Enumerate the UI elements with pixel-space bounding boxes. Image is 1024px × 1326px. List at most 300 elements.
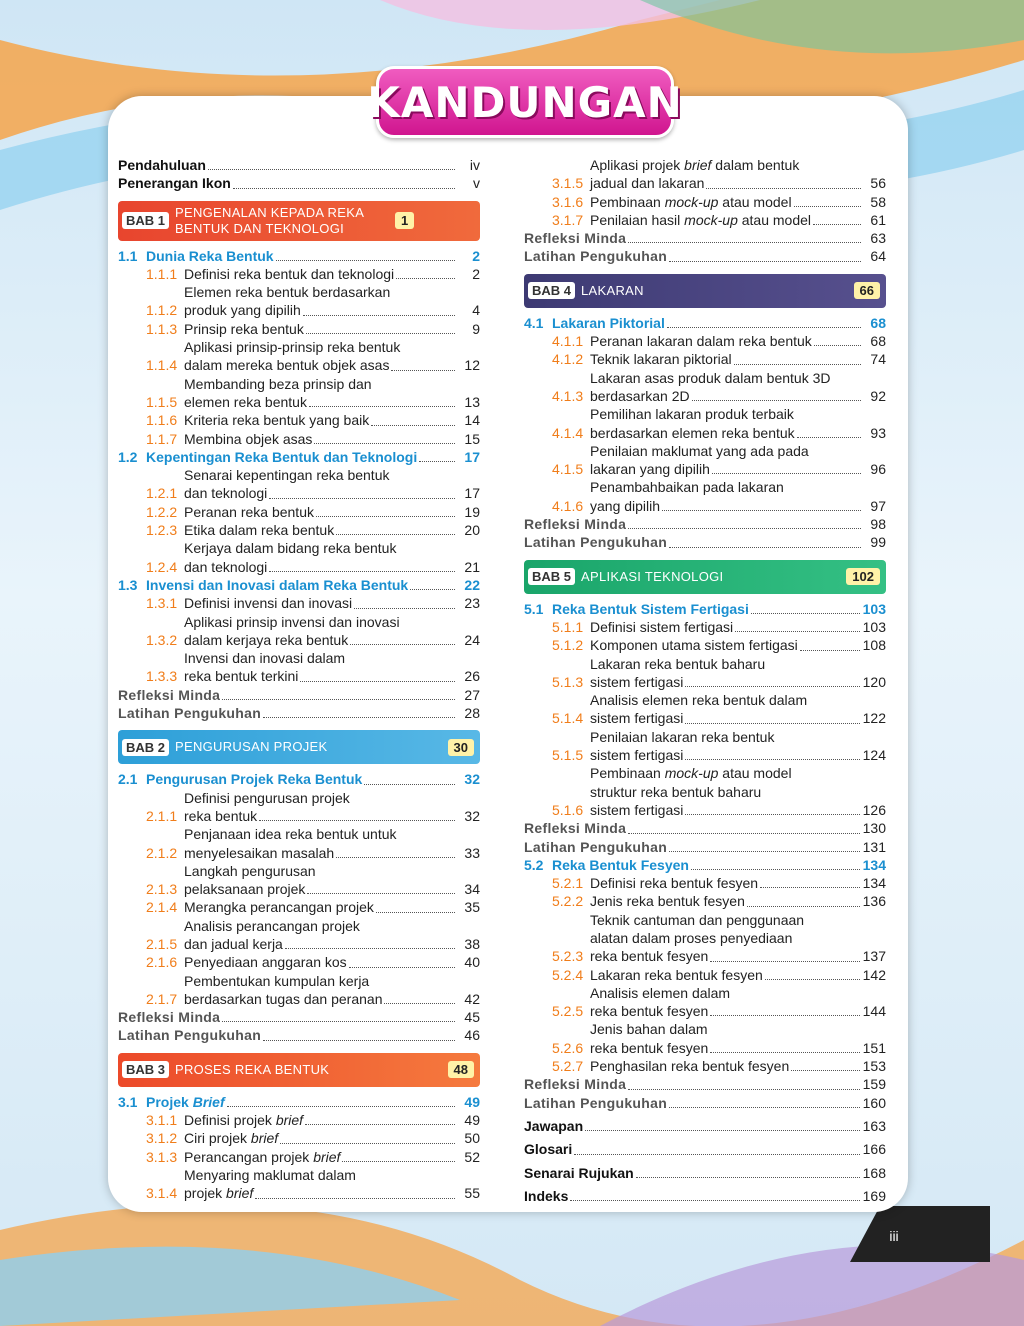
dot-leader xyxy=(336,857,455,858)
dot-leader xyxy=(307,893,455,894)
entry-number: 3.1.4 xyxy=(146,1185,178,1202)
entry-page: 46 xyxy=(464,1027,480,1044)
entry-text xyxy=(118,174,480,192)
entry-page: 56 xyxy=(870,175,886,192)
entry-number: 3.1 xyxy=(118,1093,138,1110)
entry-page: 159 xyxy=(862,1076,886,1093)
toc-entry[interactable] xyxy=(524,229,886,247)
toc-entry[interactable] xyxy=(118,825,480,862)
entry-text xyxy=(118,686,480,704)
entry-text xyxy=(184,338,480,375)
entry-page: 68 xyxy=(870,314,886,331)
entry-number: 2.1.1 xyxy=(146,807,178,824)
toc-column-left xyxy=(118,156,480,1203)
entry-title-continued: sistem fertigasi xyxy=(590,673,684,690)
entry-title: Latihan Pengukuhan xyxy=(118,705,262,722)
entry-text xyxy=(524,533,886,551)
toc-entry[interactable] xyxy=(118,576,480,594)
toc-entry[interactable] xyxy=(524,1057,886,1075)
entry-title: Teknik cantuman dan penggunaan xyxy=(590,911,805,928)
chapter-page: 30 xyxy=(448,739,474,756)
dot-leader xyxy=(691,869,860,870)
toc-entry[interactable] xyxy=(524,369,886,406)
entry-number: 5.1.6 xyxy=(552,801,584,818)
entry-text xyxy=(524,229,886,247)
dot-leader xyxy=(669,261,861,262)
entry-number: 2.1.5 xyxy=(146,935,178,952)
entry-title: Refleksi Minda xyxy=(524,820,627,837)
entry-text xyxy=(146,1093,480,1111)
entry-page: 169 xyxy=(862,1187,886,1204)
toc-entry[interactable] xyxy=(118,1093,480,1111)
entry-text xyxy=(184,1111,480,1129)
chapter-number: BAB 1 xyxy=(122,212,169,229)
dot-leader xyxy=(300,681,455,682)
entry-title: Definisi reka bentuk fesyen xyxy=(590,875,759,892)
toc-entry[interactable] xyxy=(524,984,886,1021)
entry-text xyxy=(184,1129,480,1147)
toc-entry[interactable] xyxy=(524,856,886,874)
toc-entry[interactable] xyxy=(118,247,480,265)
title-badge xyxy=(367,66,683,138)
dot-leader xyxy=(813,224,861,225)
dot-leader xyxy=(269,571,455,572)
entry-text xyxy=(590,728,886,765)
entry-title: Kepentingan Reka Bentuk dan Teknologi xyxy=(146,448,418,465)
toc-entry[interactable] xyxy=(118,1148,480,1166)
entry-page: 168 xyxy=(862,1164,886,1181)
entry-number: 5.1.3 xyxy=(552,673,584,690)
toc-entry[interactable] xyxy=(118,521,480,539)
dot-leader xyxy=(419,461,455,462)
chapter-banner[interactable] xyxy=(524,560,886,594)
chapter-number: BAB 2 xyxy=(122,739,169,756)
entry-number: 5.1.1 xyxy=(552,618,584,635)
entry-title: Pembentukan kumpulan kerja xyxy=(184,972,370,989)
entry-number: 3.1.2 xyxy=(146,1130,178,1147)
toc-entry[interactable] xyxy=(524,764,886,819)
toc-entry[interactable] xyxy=(118,448,480,466)
entry-number: 3.1.1 xyxy=(146,1112,178,1129)
toc-entry[interactable] xyxy=(524,911,886,966)
toc-entry[interactable] xyxy=(118,613,480,650)
entry-title-continued: pelaksanaan projek xyxy=(184,881,306,898)
entry-title: Indeks xyxy=(524,1187,569,1204)
toc-entry[interactable] xyxy=(524,655,886,692)
toc-entry[interactable] xyxy=(524,442,886,479)
dot-leader xyxy=(259,820,455,821)
entry-page: 137 xyxy=(862,948,886,965)
entry-page: 35 xyxy=(464,899,480,916)
entry-title: Definisi pengurusan projek xyxy=(184,789,350,806)
toc-entry[interactable] xyxy=(118,375,480,412)
entry-title-continued: berdasarkan elemen reka bentuk xyxy=(590,424,795,441)
dot-leader xyxy=(794,206,861,207)
entry-page: 96 xyxy=(870,461,886,478)
entry-title-continued: struktur reka bentuk baharu xyxy=(590,783,762,800)
entry-page: 2 xyxy=(472,247,480,264)
dot-leader xyxy=(710,1015,859,1016)
entry-title: Latihan Pengukuhan xyxy=(524,248,668,265)
dot-leader xyxy=(208,169,455,170)
entry-title: Pembinaan mock-up atau model xyxy=(590,765,792,782)
toc-entry[interactable] xyxy=(524,892,886,910)
toc-entry[interactable] xyxy=(524,211,886,229)
dot-leader xyxy=(791,1070,859,1071)
toc-entry[interactable] xyxy=(524,478,886,515)
entry-title: Peranan reka bentuk xyxy=(184,503,314,520)
toc-entry[interactable] xyxy=(118,770,480,788)
toc-entry[interactable] xyxy=(118,503,480,521)
toc-entry[interactable] xyxy=(524,1164,886,1182)
dot-leader xyxy=(306,333,455,334)
entry-number: 1.1.1 xyxy=(146,265,178,282)
entry-title-continued: berdasarkan 2D xyxy=(590,387,690,404)
toc-entry[interactable] xyxy=(118,789,480,826)
entry-text xyxy=(590,193,886,211)
toc-entry[interactable] xyxy=(524,819,886,837)
entry-text xyxy=(590,211,886,229)
dot-leader xyxy=(255,1198,455,1199)
entry-title-continued: sistem fertigasi xyxy=(590,710,684,727)
entry-text xyxy=(590,874,886,892)
entry-number: 5.1 xyxy=(524,600,544,617)
entry-title-continued: elemen reka bentuk xyxy=(184,393,307,410)
entry-text xyxy=(524,247,886,265)
toc-entry[interactable] xyxy=(524,193,886,211)
entry-page: 63 xyxy=(870,230,886,247)
dot-leader xyxy=(269,498,455,499)
toc-entry[interactable] xyxy=(118,1026,480,1044)
entry-text xyxy=(524,1075,886,1093)
chapter-banner[interactable] xyxy=(118,730,480,764)
toc-entry[interactable] xyxy=(118,594,480,612)
entry-page: 38 xyxy=(464,935,480,952)
toc-entry[interactable] xyxy=(524,838,886,856)
entry-text xyxy=(184,898,480,916)
entry-text xyxy=(184,265,480,283)
entry-text xyxy=(118,1026,480,1044)
dot-leader xyxy=(342,1161,455,1162)
toc-entry[interactable] xyxy=(118,174,480,192)
entry-title: Projek Brief xyxy=(146,1093,225,1110)
toc-entry[interactable] xyxy=(118,972,480,1009)
entry-number: 1.2.4 xyxy=(146,558,178,575)
chapter-number: BAB 3 xyxy=(122,1061,169,1078)
entry-page: 32 xyxy=(464,807,480,824)
entry-page: 98 xyxy=(870,516,886,533)
toc-entry[interactable] xyxy=(118,430,480,448)
entry-number: 5.2.1 xyxy=(552,875,584,892)
entry-page: 97 xyxy=(870,497,886,514)
page-number: iii xyxy=(889,1228,899,1244)
entry-title-continued: dan teknologi xyxy=(184,558,268,575)
dot-leader xyxy=(410,589,455,590)
toc-entry[interactable] xyxy=(524,691,886,728)
entry-text xyxy=(590,1057,886,1075)
entry-page: iv xyxy=(469,157,480,173)
entry-text xyxy=(146,770,480,788)
entry-page: 74 xyxy=(870,351,886,368)
entry-text xyxy=(524,819,886,837)
entry-text xyxy=(184,283,480,320)
entry-title: Refleksi Minda xyxy=(118,686,221,703)
toc-entry[interactable] xyxy=(524,1020,886,1057)
toc-entry[interactable] xyxy=(524,156,886,193)
entry-title: Pembinaan mock-up atau model xyxy=(590,193,792,210)
entry-title: Etika dalam reka bentuk xyxy=(184,522,335,539)
toc-entry[interactable] xyxy=(118,953,480,971)
toc-entry[interactable] xyxy=(524,405,886,442)
dot-leader xyxy=(628,1089,859,1090)
entry-title-continued: reka bentuk terkini xyxy=(184,668,299,685)
toc-entry[interactable] xyxy=(524,332,886,350)
entry-text xyxy=(590,332,886,350)
entry-title: Invensi dan Inovasi dalam Reka Bentuk xyxy=(146,576,409,593)
entry-title-continued: reka bentuk fesyen xyxy=(590,948,709,965)
toc-entry[interactable] xyxy=(524,1094,886,1112)
entry-title-continued: menyelesaikan masalah xyxy=(184,844,335,861)
entry-text xyxy=(590,691,886,728)
entry-title: Aplikasi prinsip-prinsip reka bentuk xyxy=(184,339,401,356)
entry-text xyxy=(184,953,480,971)
entry-text xyxy=(590,156,886,193)
entry-number: 1.1.7 xyxy=(146,430,178,447)
entry-page: 20 xyxy=(464,522,480,539)
entry-page: 55 xyxy=(464,1185,480,1202)
toc-entry[interactable] xyxy=(524,1140,886,1158)
dot-leader xyxy=(669,547,861,548)
entry-text xyxy=(184,862,480,899)
toc-entry[interactable] xyxy=(118,283,480,320)
chapter-page: 66 xyxy=(854,282,880,299)
entry-title: Pendahuluan xyxy=(118,157,206,173)
entry-text xyxy=(184,789,480,826)
entry-text xyxy=(184,613,480,650)
entry-page: 14 xyxy=(464,412,480,429)
entry-title-continued: reka bentuk fesyen xyxy=(590,1003,709,1020)
entry-text xyxy=(184,430,480,448)
entry-text xyxy=(590,655,886,692)
entry-number: 1.1.5 xyxy=(146,393,178,410)
entry-number: 3.1.7 xyxy=(552,211,584,228)
dot-leader xyxy=(316,516,455,517)
toc-entry[interactable] xyxy=(118,411,480,429)
entry-text xyxy=(590,984,886,1021)
toc-entry[interactable] xyxy=(118,338,480,375)
entry-page: 126 xyxy=(862,801,886,818)
entry-page: 131 xyxy=(862,838,886,855)
entry-page: 92 xyxy=(870,387,886,404)
entry-text xyxy=(552,600,886,618)
entry-text xyxy=(184,917,480,954)
toc-entry[interactable] xyxy=(118,862,480,899)
dot-leader xyxy=(574,1154,859,1155)
entry-number: 4.1.5 xyxy=(552,461,584,478)
chapter-number: BAB 4 xyxy=(528,282,575,299)
toc-entry[interactable] xyxy=(524,247,886,265)
entry-text xyxy=(590,911,886,966)
toc-entry[interactable] xyxy=(524,728,886,765)
toc-entry[interactable] xyxy=(524,618,886,636)
entry-text xyxy=(524,1117,886,1135)
entry-title: Pengurusan Projek Reka Bentuk xyxy=(146,771,363,788)
dot-leader xyxy=(396,278,455,279)
entry-page: 122 xyxy=(862,710,886,727)
entry-title: Refleksi Minda xyxy=(524,230,627,247)
entry-title: Elemen reka bentuk berdasarkan xyxy=(184,284,391,301)
entry-text xyxy=(118,704,480,722)
entry-text xyxy=(184,972,480,1009)
chapter-banner[interactable] xyxy=(118,201,480,241)
entry-text xyxy=(184,521,480,539)
dot-leader xyxy=(336,534,455,535)
dot-leader xyxy=(710,961,859,962)
entry-text xyxy=(524,515,886,533)
toc-entry[interactable] xyxy=(118,1129,480,1147)
dot-leader xyxy=(305,1124,455,1125)
entry-page: 130 xyxy=(862,820,886,837)
entry-title: Langkah pengurusan xyxy=(184,862,316,879)
entry-page: 166 xyxy=(862,1141,886,1158)
entry-title: Analisis perancangan projek xyxy=(184,917,360,934)
entry-text xyxy=(184,320,480,338)
dot-leader xyxy=(814,345,861,346)
toc-entry[interactable] xyxy=(118,1111,480,1129)
toc-entry[interactable] xyxy=(524,636,886,654)
entry-page: 160 xyxy=(862,1094,886,1111)
entry-number: 1.1.6 xyxy=(146,412,178,429)
entry-title: Senarai Rujukan xyxy=(524,1164,634,1181)
entry-text xyxy=(524,1187,886,1205)
dot-leader xyxy=(797,437,861,438)
toc-entry[interactable] xyxy=(118,1008,480,1026)
entry-title: Refleksi Minda xyxy=(524,1076,627,1093)
entry-title: Jawapan xyxy=(524,1117,584,1134)
entry-title: Peranan lakaran dalam reka bentuk xyxy=(590,333,812,350)
entry-text xyxy=(118,156,480,174)
dot-leader xyxy=(760,887,860,888)
toc-entry[interactable] xyxy=(118,704,480,722)
entry-page: 103 xyxy=(862,618,886,635)
entry-title: Latihan Pengukuhan xyxy=(118,1027,262,1044)
entry-title-continued: sistem fertigasi xyxy=(590,801,684,818)
entry-page: 144 xyxy=(862,1003,886,1020)
toc-entry[interactable] xyxy=(524,1117,886,1135)
chapter-title: LAKARAN xyxy=(581,282,644,298)
entry-title: Definisi sistem fertigasi xyxy=(590,618,734,635)
entry-page: 151 xyxy=(862,1039,886,1056)
dot-leader xyxy=(303,315,455,316)
chapter-title: PENGURUSAN PROJEK xyxy=(175,739,328,755)
entry-number: 4.1.6 xyxy=(552,497,584,514)
entry-number: 1.1.2 xyxy=(146,302,178,319)
toc-entry[interactable] xyxy=(524,350,886,368)
entry-page: 4 xyxy=(472,302,480,319)
entry-title-continued: lakaran yang dipilih xyxy=(590,461,710,478)
entry-title: Dunia Reka Bentuk xyxy=(146,247,274,264)
entry-number: 1.3.3 xyxy=(146,668,178,685)
entry-title: Definisi reka bentuk dan teknologi xyxy=(184,265,395,282)
entry-title: Aplikasi projek brief dalam bentuk xyxy=(590,157,800,173)
entry-text xyxy=(146,247,480,265)
toc-entry[interactable] xyxy=(118,917,480,954)
toc-entry[interactable] xyxy=(524,314,886,332)
dot-leader xyxy=(391,370,455,371)
entry-text xyxy=(184,1148,480,1166)
toc-entry[interactable] xyxy=(118,539,480,576)
chapter-banner[interactable] xyxy=(118,1053,480,1087)
entry-text xyxy=(590,618,886,636)
toc-entry[interactable] xyxy=(118,686,480,704)
chapter-title: APLIKASI TEKNOLOGI xyxy=(581,568,724,584)
toc-entry[interactable] xyxy=(118,649,480,686)
toc-entry[interactable] xyxy=(524,515,886,533)
toc-column-right xyxy=(524,156,886,1205)
entry-number: 3.1.3 xyxy=(146,1148,178,1165)
toc-entry[interactable] xyxy=(118,156,480,174)
dot-leader xyxy=(280,1143,455,1144)
chapter-number: BAB 5 xyxy=(528,568,575,585)
entry-title-continued: jadual dan lakaran xyxy=(590,175,705,192)
entry-title: Reka Bentuk Fesyen xyxy=(552,856,689,873)
toc-entry[interactable] xyxy=(118,466,480,503)
toc-entry[interactable] xyxy=(524,966,886,984)
dot-leader xyxy=(376,912,455,913)
dot-leader xyxy=(364,784,455,785)
entry-page: 134 xyxy=(862,856,886,873)
entry-page: 42 xyxy=(464,990,480,1007)
entry-number: 5.2.4 xyxy=(552,966,584,983)
entry-title: Latihan Pengukuhan xyxy=(524,534,668,551)
entry-title-continued: berdasarkan tugas dan peranan xyxy=(184,990,383,1007)
entry-number: 5.1.5 xyxy=(552,747,584,764)
entry-page: 40 xyxy=(464,954,480,971)
dot-leader xyxy=(570,1200,859,1201)
toc-entry[interactable] xyxy=(524,874,886,892)
entry-title: Teknik lakaran piktorial xyxy=(590,351,732,368)
toc-entry[interactable] xyxy=(524,600,886,618)
toc-entry[interactable] xyxy=(524,1187,886,1205)
entry-page: 9 xyxy=(472,320,480,337)
toc-entry[interactable] xyxy=(118,320,480,338)
entry-text xyxy=(184,503,480,521)
dot-leader xyxy=(734,364,861,365)
entry-number: 4.1.3 xyxy=(552,387,584,404)
entry-title-continued: reka bentuk xyxy=(184,807,258,824)
dot-leader xyxy=(227,1106,455,1107)
toc-entry[interactable] xyxy=(524,533,886,551)
chapter-banner[interactable] xyxy=(524,274,886,308)
entry-page: 32 xyxy=(464,771,480,788)
dot-leader xyxy=(669,851,860,852)
dot-leader xyxy=(636,1177,860,1178)
entry-number: 1.3 xyxy=(118,576,138,593)
toc-entry[interactable] xyxy=(118,1166,480,1203)
entry-title: Penilaian hasil mock-up atau model xyxy=(590,211,812,228)
entry-page: 103 xyxy=(862,600,886,617)
entry-page: 124 xyxy=(862,747,886,764)
entry-text xyxy=(590,369,886,406)
toc-entry[interactable] xyxy=(118,265,480,283)
entry-text xyxy=(590,1020,886,1057)
entry-number: 2.1.3 xyxy=(146,881,178,898)
entry-text xyxy=(524,838,886,856)
toc-entry[interactable] xyxy=(118,898,480,916)
dot-leader xyxy=(685,759,859,760)
entry-number: 2.1.2 xyxy=(146,844,178,861)
toc-entry[interactable] xyxy=(524,1075,886,1093)
